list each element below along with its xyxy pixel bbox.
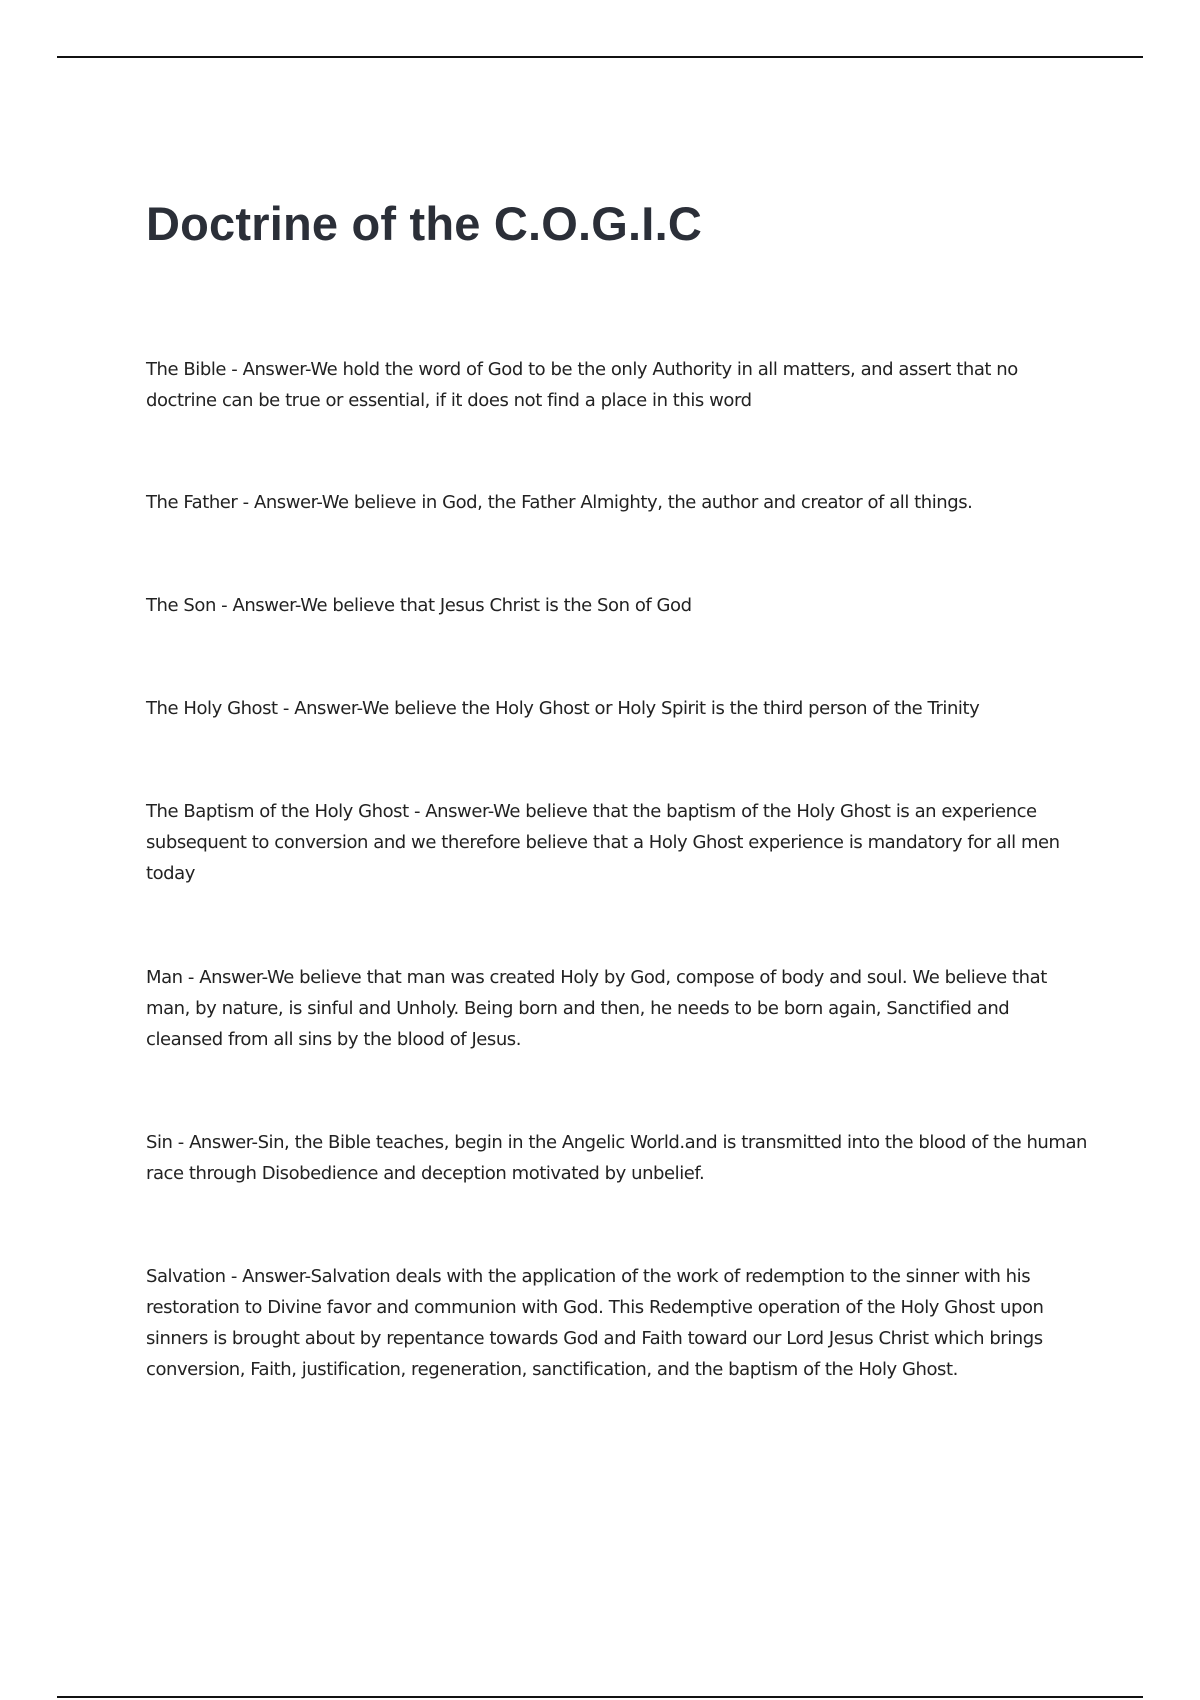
entry-the-son: The Son - Answer-We believe that Jesus Christ is the Son of God bbox=[146, 595, 692, 616]
entry-sin: Sin - Answer-Sin, the Bible teaches, begin in the Angelic World.and is transmitted into the blood of the human race through Disobedience and deception motivated by unbelief. bbox=[146, 1132, 1088, 1184]
bottom-rule bbox=[57, 1696, 1143, 1698]
entry-baptism-of-the-holy-ghost: The Baptism of the Holy Ghost - Answer-We believe that the baptism of the Holy Ghost is an experience subsequent to conversion and we therefore believe that a Holy Ghost experience is mandatory for all men today bbox=[146, 801, 1060, 884]
entry-the-bible: The Bible - Answer-We hold the word of God to be the only Authority in all matters, and assert that no doctrine can be true or essential, if it does not find a place in this word bbox=[146, 359, 1018, 411]
entry-man: Man - Answer-We believe that man was created Holy by God, compose of body and soul. We believe that man, by nature, is sinful and Unholy. Being born and then, he needs to be born again, Sanctified and cleansed from all sins by the blood of Jesus. bbox=[146, 967, 1047, 1050]
document-title: Doctrine of the C.O.G.I.C bbox=[146, 197, 702, 250]
top-rule bbox=[57, 56, 1143, 58]
entry-the-holy-ghost: The Holy Ghost - Answer-We believe the Holy Ghost or Holy Spirit is the third person of the Trinity bbox=[146, 698, 980, 719]
entry-the-father: The Father - Answer-We believe in God, the Father Almighty, the author and creator of all things. bbox=[146, 492, 973, 513]
entry-salvation: Salvation - Answer-Salvation deals with the application of the work of redemption to the sinner with his restoration to Divine favor and communion with God. This Redemptive operation of the Holy Ghost upon sinners is brought about by repentance towards God and Faith toward our Lord Jesus Christ which brings conversion, Faith, justification, regeneration, sanctification, and the baptism of the Holy Ghost. bbox=[146, 1266, 1044, 1380]
